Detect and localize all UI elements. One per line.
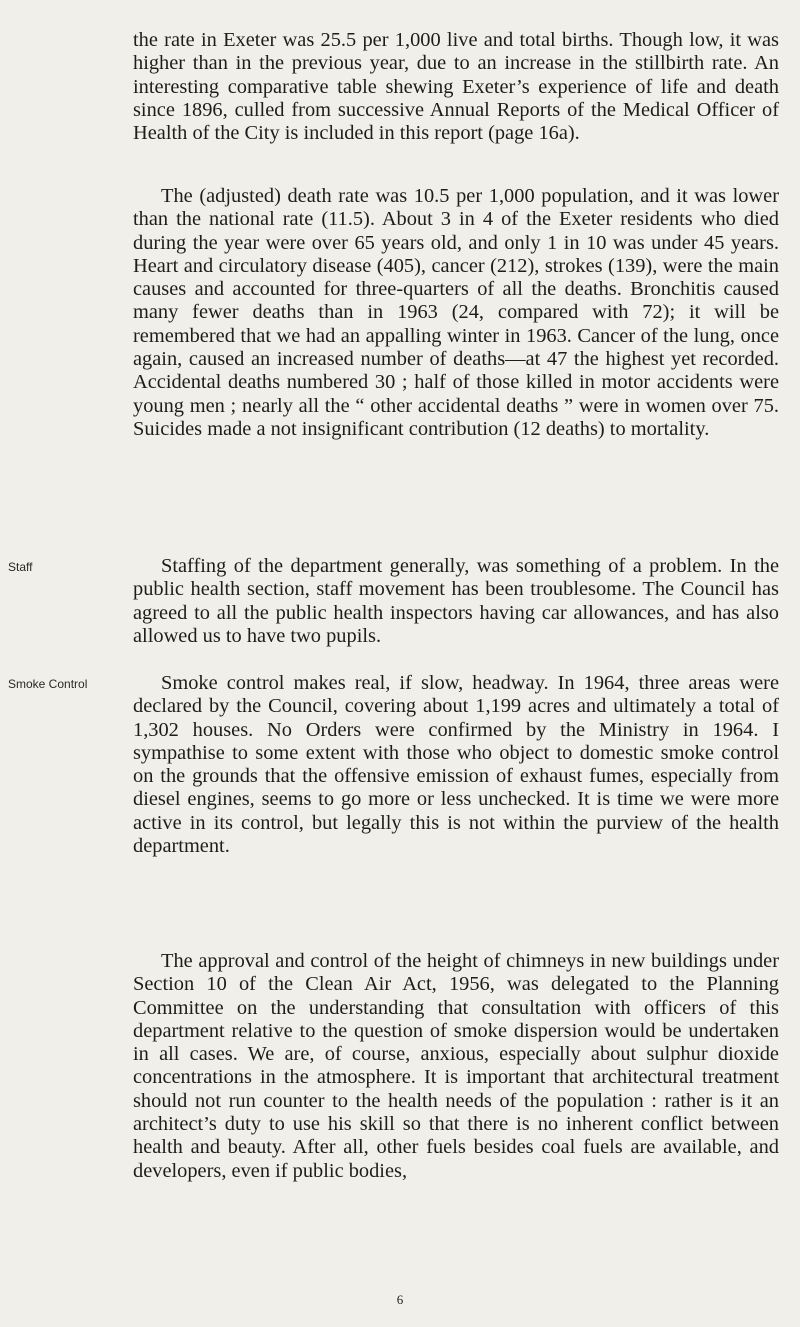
margin-note-staff: Staff: [8, 560, 33, 574]
paragraph-smoke-control: Smoke control makes real, if slow, headway. In 1964, three areas were declared by the Council, covering about 1,199 acres and ultimately a total of 1,302 houses. No Orders were confirmed by the Ministry in 1964. I sympathise to some extent with those who object to domestic smoke control on the grounds that the offensive emission of exhaust fumes, especially from diesel engines, seems to go more or less unchecked. It is time we were more active in its control, but legally this is not within the purview of the health department.: [133, 672, 779, 858]
body-text-block-5: [133, 950, 779, 1183]
body-text-block-2: [133, 185, 779, 441]
paragraph-staffing: Staffing of the department generally, was something of a problem. In the public health section, staff movement has been troublesome. The Council has agreed to all the public health inspectors having car allowances, and has also allowed us to have two pupils.: [133, 555, 779, 647]
paragraph-birth-rate: the rate in Exeter was 25.5 per 1,000 live and total births. Though low, it was higher than in the previous year, due to an increase in the stillbirth rate. An interesting comparative table shewing Exeter’s experience of life and death since 1896, culled from successive Annual Reports of the Medical Officer of Health of the City is included in this report (page 16a).: [133, 29, 779, 145]
body-text-block-3: [133, 555, 779, 648]
body-text-block-1: [133, 29, 779, 145]
body-text-block-4: [133, 672, 779, 858]
paragraph-death-rate: The (adjusted) death rate was 10.5 per 1,000 population, and it was lower than the national rate (11.5). About 3 in 4 of the Exeter residents who died during the year were over 65 years old, and only 1 in 10 was under 45 years. Heart and circulatory disease (405), cancer (212), strokes (139), were the main causes and accounted for three-quarters of all the deaths. Bronchitis caused many fewer deaths than in 1963 (24, compared with 72); it will be remembered that we had an appalling winter in 1963. Cancer of the lung, once again, caused an increased number of deaths—at 47 the highest yet recorded. Accidental deaths numbered 30 ; half of those killed in motor accidents were young men ; nearly all the “ other accidental deaths ” were in women over 75. Suicides made a not insignificant contribution (12 deaths) to mortality.: [133, 185, 779, 440]
margin-note-smoke-control: Smoke Control: [8, 677, 88, 691]
page-number: 6: [396, 1292, 404, 1307]
paragraph-chimney-approval: The approval and control of the height of chimneys in new buildings under Section 10 of the Clean Air Act, 1956, was delegated to the Planning Committee on the understanding that consultation with officers of this department relative to the question of smoke dispersion would be undertaken in all cases. We are, of course, anxious, especially about sulphur dioxide concentrations in the atmosphere. It is important that architectural treatment should not run counter to the health needs of the population : rather is it an architect’s duty to use his skill so that there is no inherent conflict between health and beauty. After all, other fuels besides coal fuels are available, and developers, even if public bodies,: [133, 950, 779, 1182]
